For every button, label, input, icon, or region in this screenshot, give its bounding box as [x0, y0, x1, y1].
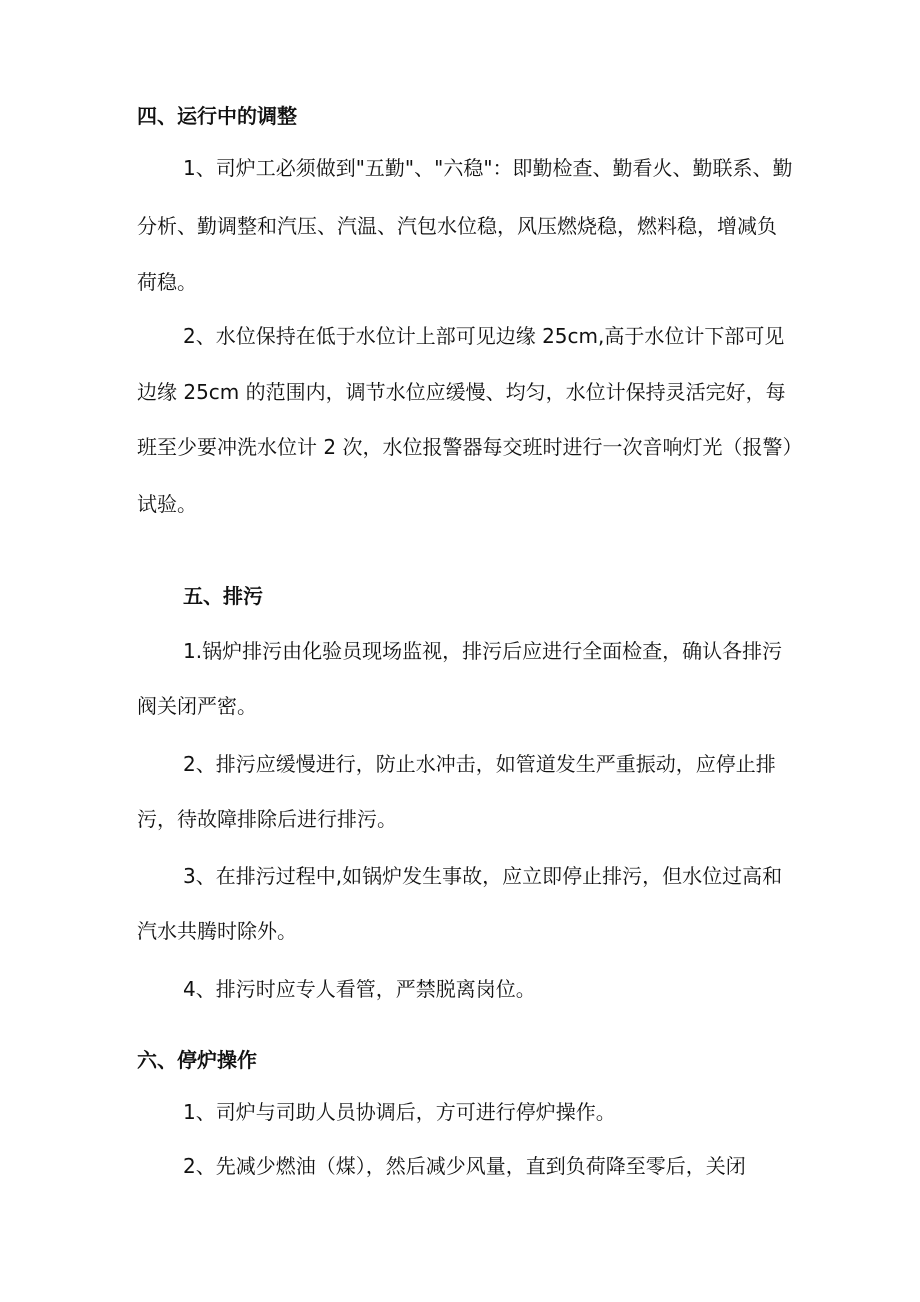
paragraph-line: 班至少要冲洗水位计 2 次，水位报警器每交班时进行一次音响灯光（报警）	[137, 435, 803, 459]
paragraph-line: 2、排污应缓慢进行，防止水冲击，如管道发生严重振动，应停止排	[183, 752, 776, 776]
paragraph-line: 分析、勤调整和汽压、汽温、汽包水位稳，风压燃烧稳，燃料稳，增减负	[137, 214, 777, 238]
paragraph-line: 污，待故障排除后进行排污。	[137, 807, 397, 831]
paragraph-line: 荷稳。	[137, 270, 197, 294]
paragraph-line: 1.锅炉排污由化验员现场监视，排污后应进行全面检查，确认各排污	[183, 639, 783, 663]
paragraph-line: 边缘 25cm 的范围内，调节水位应缓慢、均匀，水位计保持灵活完好，每	[137, 380, 786, 404]
paragraph-line: 试验。	[137, 492, 197, 516]
paragraph-line: 1、司炉工必须做到"五勤"、"六稳"：即勤检查、勤看火、勤联系、勤	[183, 156, 793, 180]
paragraph-line: 1、司炉与司助人员协调后，方可进行停炉操作。	[183, 1100, 616, 1124]
section-heading-5: 五、排污	[183, 584, 263, 608]
section-heading-6: 六、停炉操作	[137, 1048, 257, 1072]
paragraph-line: 阀关闭严密。	[137, 694, 257, 718]
section-heading-4: 四、运行中的调整	[137, 104, 297, 128]
paragraph-line: 2、先减少燃油（煤），然后减少风量，直到负荷降至零后，关闭	[183, 1154, 746, 1178]
paragraph-line: 汽水共腾时除外。	[137, 919, 297, 943]
paragraph-line: 3、在排污过程中,如锅炉发生事故，应立即停止排污，但水位过高和	[183, 864, 783, 888]
paragraph-line: 2、水位保持在低于水位计上部可见边缘 25cm,高于水位计下部可见	[183, 324, 785, 348]
paragraph-line: 4、排污时应专人看管，严禁脱离岗位。	[183, 977, 536, 1001]
